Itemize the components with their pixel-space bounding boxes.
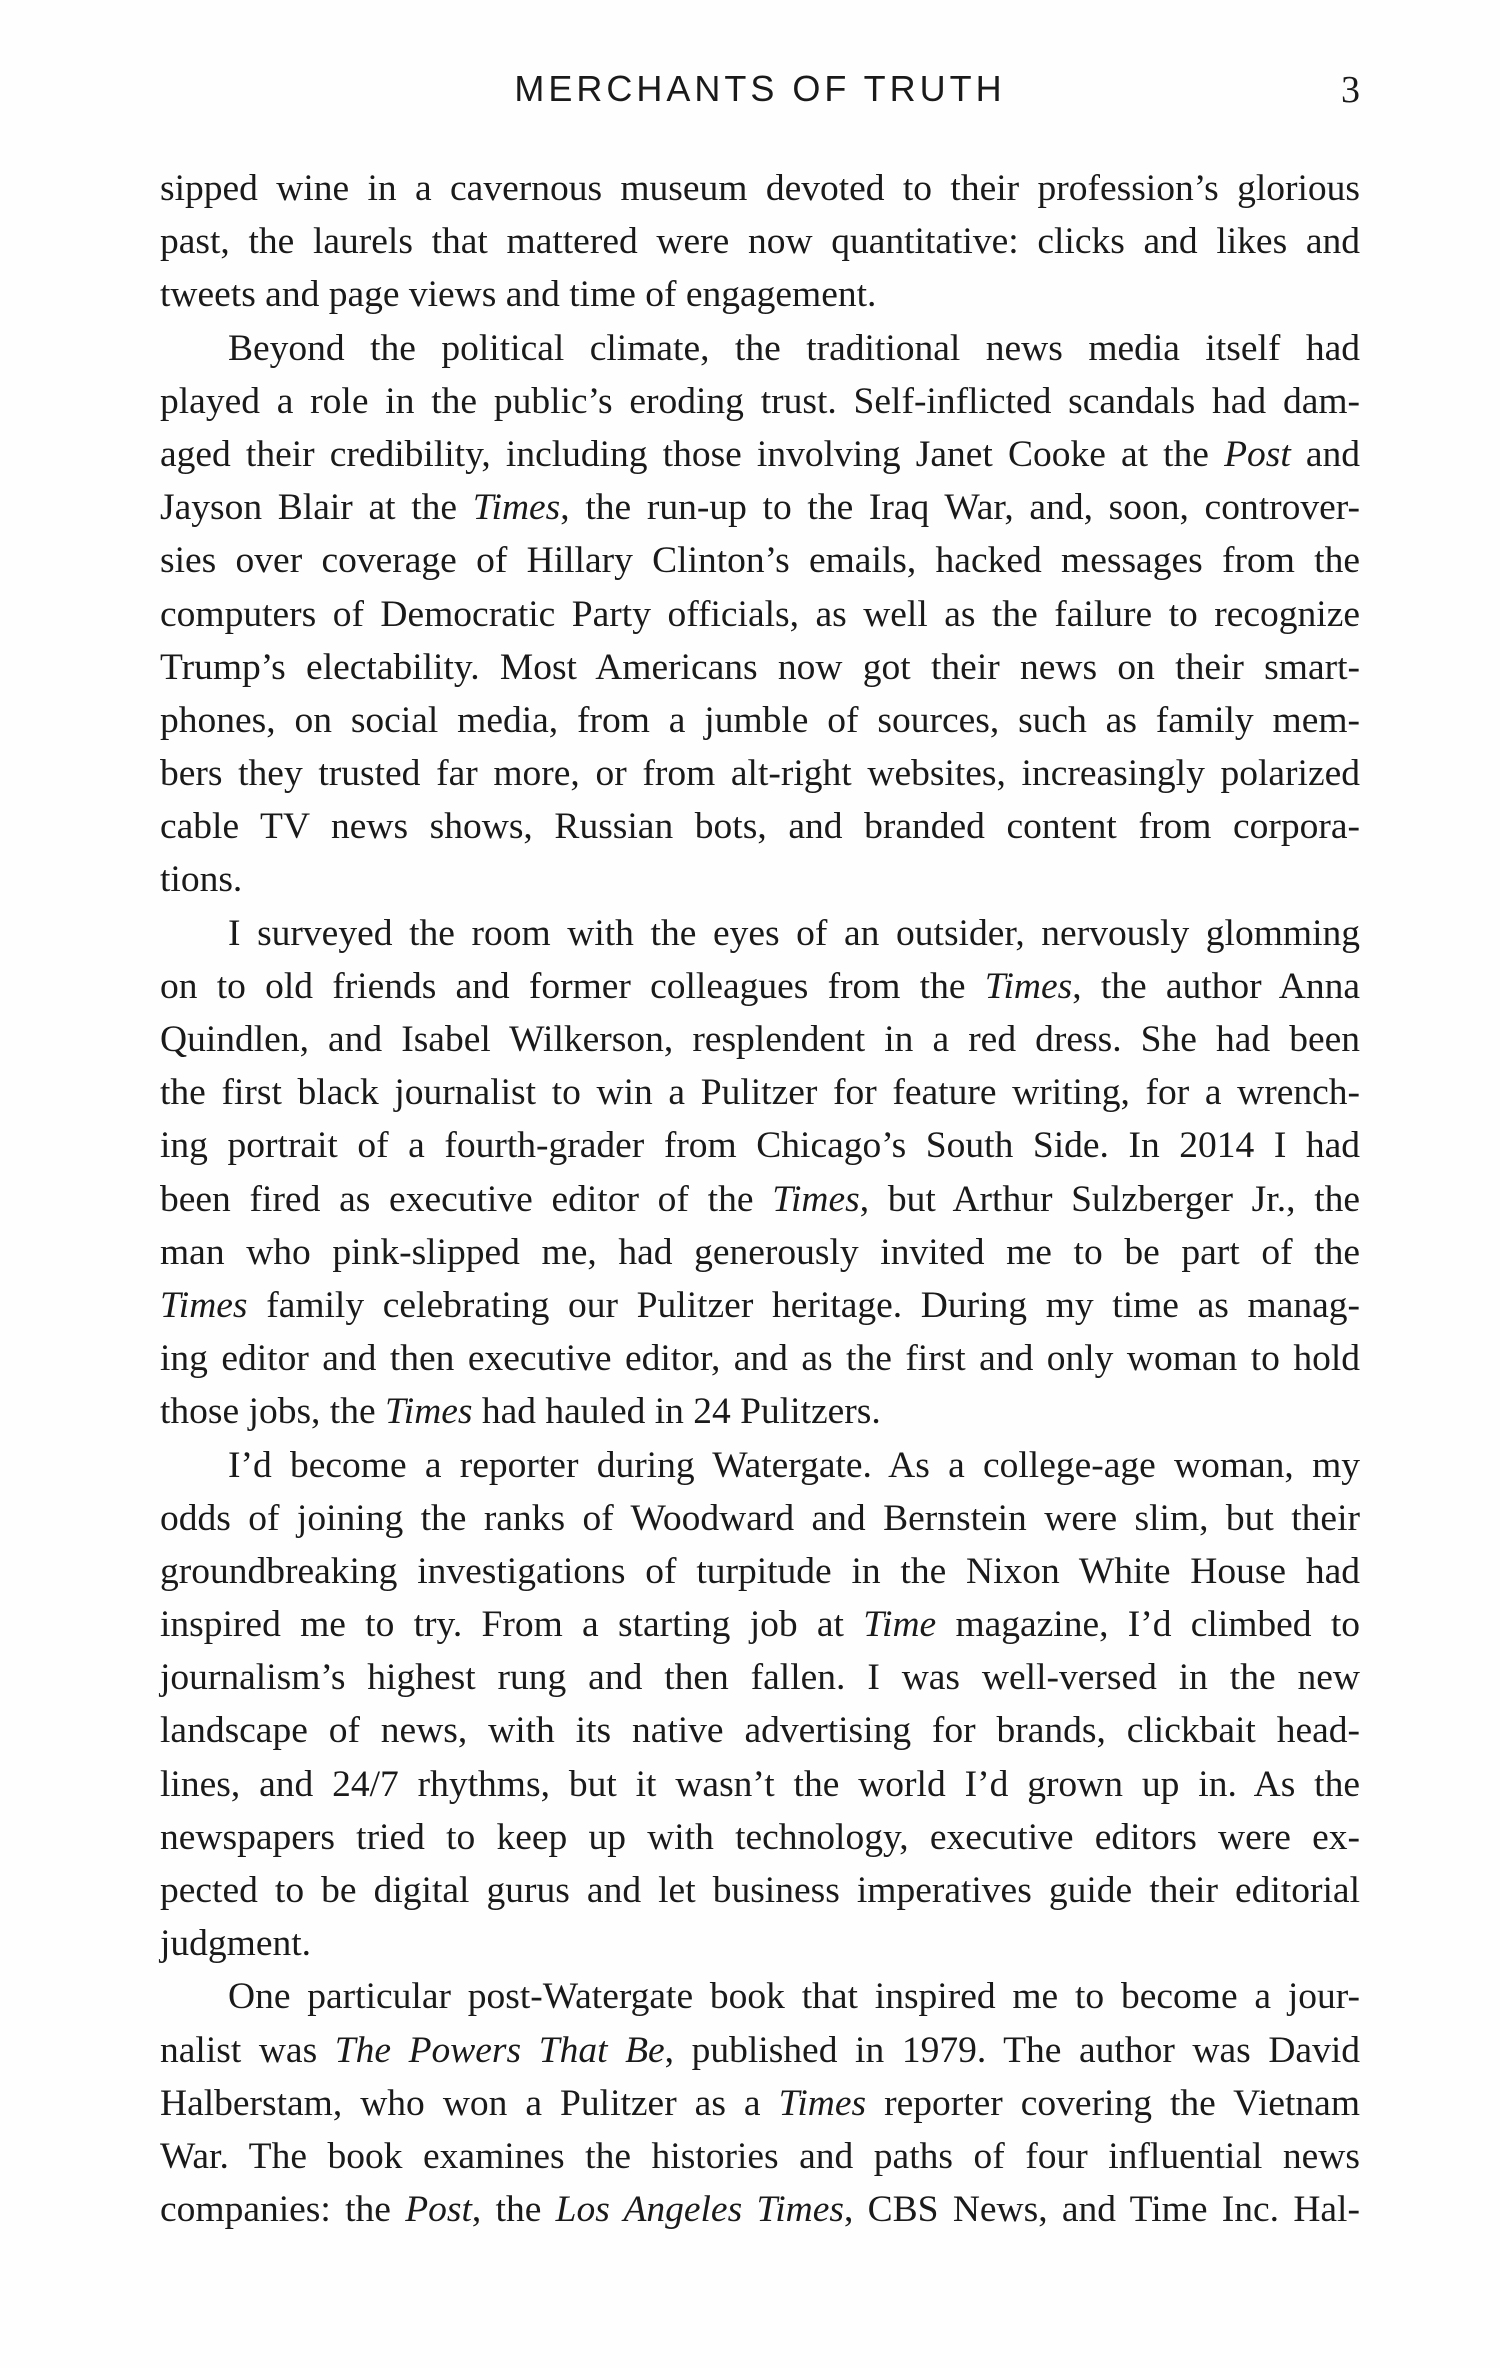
text-line: odds of joining the ranks of Woodward and Bernstein were slim, but their bbox=[160, 1497, 1360, 1539]
text-line: tweets and page views and time of engagement. bbox=[160, 274, 877, 316]
italic-text: Post bbox=[1224, 433, 1291, 475]
italic-text: Los Angeles Times bbox=[555, 2189, 844, 2231]
text-line: man who pink-slipped me, had generously invited me to be part of the bbox=[160, 1231, 1360, 1273]
page-number: 3 bbox=[1341, 69, 1360, 111]
text-line: I surveyed the room with the eyes of an outsider, nervously glomming bbox=[228, 912, 1360, 954]
text-line: pected to be digital gurus and let business imperatives guide their editorial bbox=[160, 1870, 1360, 1911]
text-line: nalist was The Powers That Be, published in 1979. The author was David bbox=[160, 2029, 1360, 2071]
italic-text: Times bbox=[384, 1391, 473, 1433]
text-line: cable TV news shows, Russian bots, and branded content from corpora- bbox=[160, 806, 1360, 848]
italic-text: Time bbox=[863, 1604, 937, 1646]
text-line: phones, on social media, from a jumble of sources, such as family mem- bbox=[160, 699, 1360, 741]
running-head: MERCHANTS OF TRUTH bbox=[514, 68, 1006, 109]
text-line: sipped wine in a cavernous museum devoted to their profession’s glorious bbox=[160, 168, 1360, 209]
text-line: the first black journalist to win a Pulitzer for feature writing, for a wrench- bbox=[160, 1072, 1360, 1114]
text-line: ing portrait of a fourth-grader from Chicago’s South Side. In 2014 I had bbox=[160, 1125, 1360, 1167]
text-line: bers they trusted far more, or from alt-right websites, increasingly polarized bbox=[160, 753, 1360, 795]
italic-text: The Powers That Be bbox=[334, 2029, 665, 2071]
text-line: newspapers tried to keep up with technology, executive editors were ex- bbox=[160, 1816, 1360, 1858]
text-line: landscape of news, with its native advertising for brands, clickbait head- bbox=[160, 1710, 1360, 1752]
text-line: Jayson Blair at the Times, the run-up to the Iraq War, and, soon, controver- bbox=[160, 487, 1360, 529]
text-line: Times family celebrating our Pulitzer heritage. During my time as manag- bbox=[160, 1284, 1360, 1326]
body-text bbox=[160, 162, 1360, 2236]
text-line: I’d become a reporter during Watergate. As a college-age woman, my bbox=[228, 1444, 1360, 1486]
text-line: aged their credibility, including those involving Janet Cooke at the Post and bbox=[160, 433, 1360, 475]
text-line: companies: the Post, the Los Angeles Times, CBS News, and Time Inc. Hal- bbox=[160, 2189, 1360, 2231]
text-line: Beyond the political climate, the traditional news media itself had bbox=[228, 327, 1360, 369]
text-line: sies over coverage of Hillary Clinton’s emails, hacked messages from the bbox=[160, 540, 1360, 582]
text-line: groundbreaking investigations of turpitude in the Nixon White House had bbox=[160, 1550, 1360, 1592]
text-line: ing editor and then executive editor, and as the first and only woman to hold bbox=[160, 1338, 1360, 1380]
text-line: judgment. bbox=[160, 1923, 312, 1965]
italic-text: Times bbox=[160, 1284, 248, 1326]
text-line: computers of Democratic Party officials, as well as the failure to recognize bbox=[160, 593, 1360, 635]
text-line: those jobs, the Times had hauled in 24 Pulitzers. bbox=[160, 1391, 881, 1433]
text-line: been fired as executive editor of the Times, but Arthur Sulzberger Jr., the bbox=[160, 1178, 1361, 1220]
text-line: Halberstam, who won a Pulitzer as a Times reporter covering the Vietnam bbox=[160, 2082, 1360, 2124]
italic-text: Post bbox=[405, 2189, 472, 2231]
text-line: Trump’s electability. Most Americans now got their news on their smart- bbox=[160, 646, 1360, 688]
text-line: journalism’s highest rung and then fallen. I was well-versed in the new bbox=[160, 1657, 1360, 1699]
italic-text: Times bbox=[984, 965, 1073, 1007]
text-line: War. The book examines the histories and paths of four influential news bbox=[160, 2135, 1360, 2177]
text-line: tions. bbox=[160, 859, 243, 901]
text-line: past, the laurels that mattered were now quantitative: clicks and likes and bbox=[160, 221, 1360, 263]
text-line: inspired me to try. From a starting job at Time magazine, I’d climbed to bbox=[160, 1604, 1360, 1646]
text-line: lines, and 24/7 rhythms, but it wasn’t the world I’d grown up in. As the bbox=[160, 1763, 1360, 1805]
text-line: Quindlen, and Isabel Wilkerson, resplendent in a red dress. She had been bbox=[160, 1019, 1360, 1060]
text-line: One particular post-Watergate book that inspired me to become a jour- bbox=[228, 1976, 1360, 2018]
italic-text: Times bbox=[778, 2082, 867, 2124]
page-header bbox=[160, 68, 1360, 118]
text-line: played a role in the public’s eroding trust. Self-inflicted scandals had dam- bbox=[160, 380, 1360, 422]
italic-text: Times bbox=[772, 1178, 860, 1220]
italic-text: Times bbox=[472, 487, 561, 529]
text-line: on to old friends and former colleagues from the Times, the author Anna bbox=[160, 965, 1360, 1007]
